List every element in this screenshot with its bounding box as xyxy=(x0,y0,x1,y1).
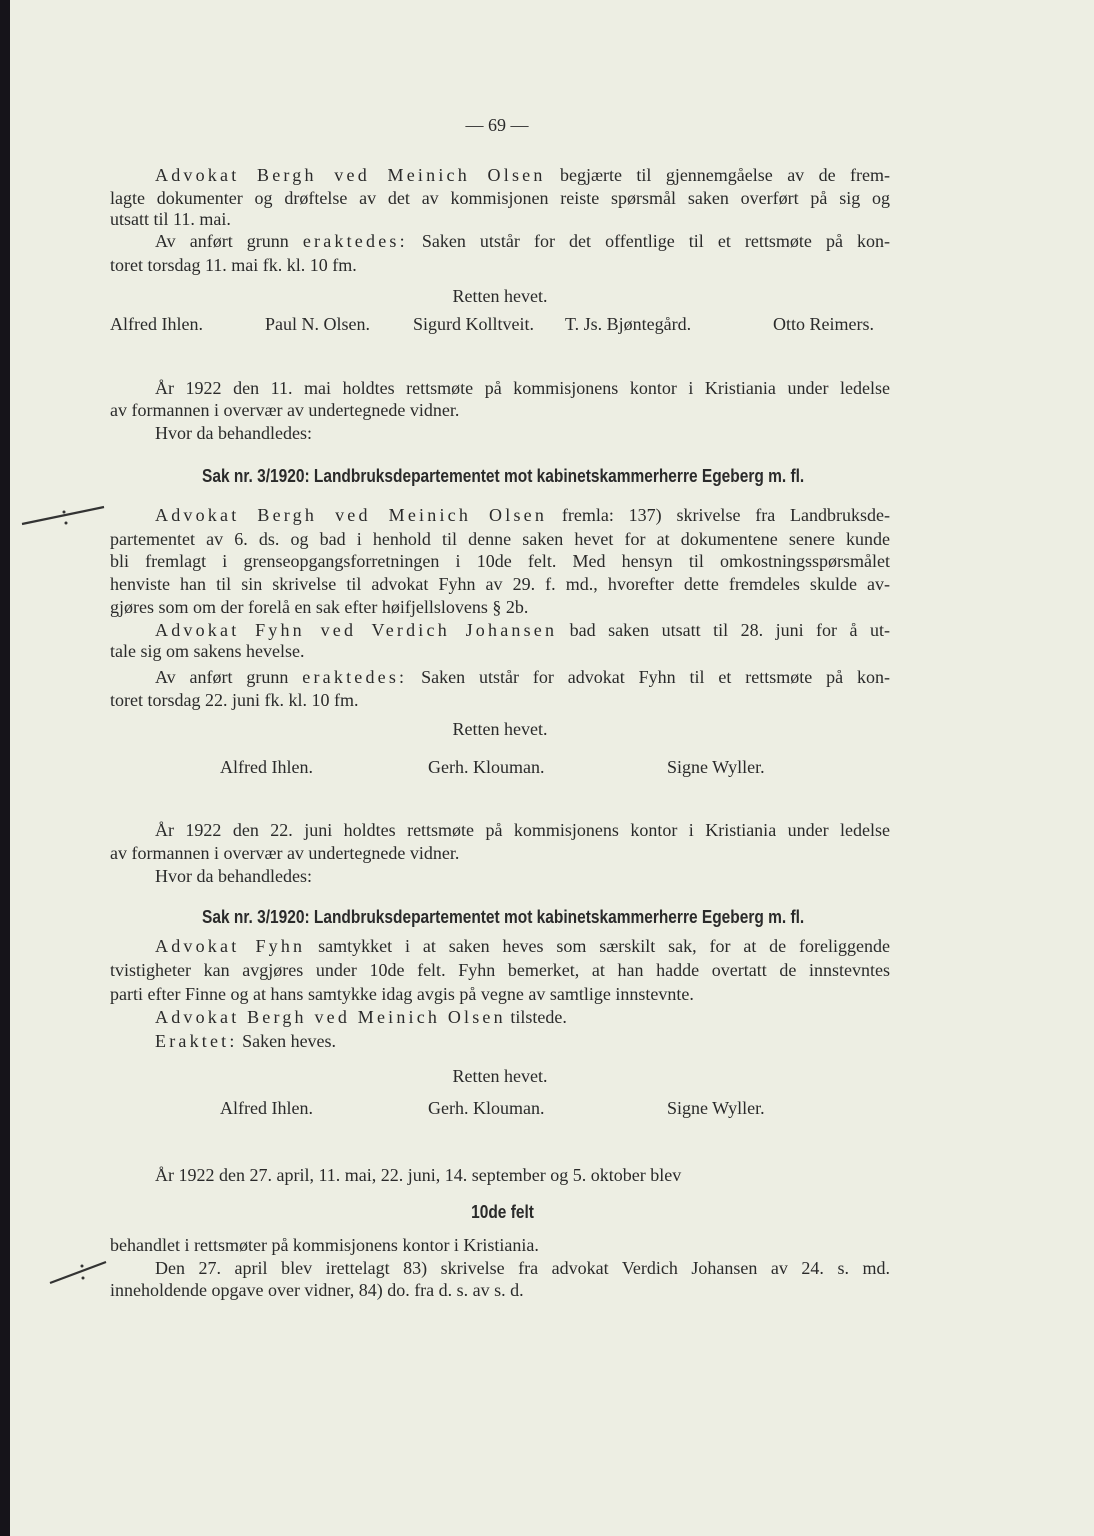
text-line xyxy=(110,527,890,551)
text-segment: bli fremlagt i grenseopgangsforretningen i 10de felt. Med hensyn til omkostningsspørsmålet xyxy=(110,551,890,571)
text-segment: inneholdende opgave over vidner, 84) do. fra d. s. av s. d. xyxy=(110,1280,524,1300)
signature: Sigurd Kolltveit. xyxy=(413,314,534,334)
text-segment: Hvor da behandledes: xyxy=(155,423,312,443)
text-segment: Hvor da behandledes: xyxy=(155,866,312,886)
text-line xyxy=(155,229,890,253)
closing-line: Retten hevet. xyxy=(452,286,548,306)
signature: T. Js. Bjøntegård. xyxy=(565,314,692,334)
signature: Gerh. Klouman. xyxy=(428,1098,545,1118)
text-line xyxy=(110,1278,524,1302)
signature-row xyxy=(0,1096,1094,1120)
spaced-name: Advokat Bergh ved Meinich Olsen xyxy=(155,165,546,185)
signature-row xyxy=(0,312,1094,336)
text-segment: parti efter Finne og at hans samtykke idag avgis på vegne av samtlige innstevnte. xyxy=(110,984,694,1004)
signature: Gerh. Klouman. xyxy=(428,757,545,777)
text-segment: bad saken utsatt til 28. juni for å ut- xyxy=(557,620,891,640)
text-line xyxy=(110,398,459,422)
text-line xyxy=(110,595,528,619)
text-segment: utsatt til 11. mai. xyxy=(110,209,231,229)
text-line xyxy=(155,1256,890,1280)
text-segment: Av anført grunn xyxy=(155,667,303,687)
text-segment: samtykket i at saken heves som særskilt sak, for at de foreliggende xyxy=(305,936,890,956)
text-segment: lagte dokumenter og drøftelse av det av kommisjonen reiste spørsmål saken overført på sig og xyxy=(110,188,890,208)
text-segment: av formannen i overvær av undertegnede vidner. xyxy=(110,400,460,420)
case-heading xyxy=(0,464,1006,488)
text-line xyxy=(110,253,357,277)
text-line xyxy=(155,934,890,958)
signature: Alfred Ihlen. xyxy=(220,1098,313,1118)
text-segment: tvistigheter kan avgjøres under 10de felt. Fyhn bemerket, at han hadde overtatt de innstevntes xyxy=(110,960,890,980)
text-line xyxy=(155,864,312,888)
signature: Signe Wyller. xyxy=(667,1098,765,1118)
heading-text: Sak nr. 3/1920: Landbruksdepartementet mot kabinetskammerherre Egeberg m. fl. xyxy=(201,466,805,486)
text-line xyxy=(110,572,890,596)
text-line xyxy=(110,639,304,663)
spaced-name: Advokat Fyhn ved Verdich Johansen xyxy=(155,620,558,640)
spaced-name: Advokat Fyhn xyxy=(155,936,306,956)
signature: Otto Reimers. xyxy=(773,314,874,334)
spaced-name: Advokat Bergh ved Meinich Olsen xyxy=(155,1007,506,1027)
text-segment: Av anført grunn xyxy=(155,231,303,251)
text-segment: Saken heves. xyxy=(237,1031,337,1051)
case-heading xyxy=(0,905,1006,929)
text-line xyxy=(155,665,890,689)
text-line xyxy=(110,1233,539,1257)
spaced-name: eraktedes: xyxy=(302,231,408,251)
text-line xyxy=(155,1163,681,1187)
closing-line: Retten hevet. xyxy=(452,719,548,739)
signature: Paul N. Olsen. xyxy=(265,314,370,334)
text-line xyxy=(155,1005,567,1029)
text-segment: henviste han til sin skrivelse til advokat Fyhn av 29. f. md., hvorefter dette fremdeles skulde av- xyxy=(110,574,890,594)
signature-row xyxy=(0,755,1094,779)
case-heading xyxy=(0,1200,1006,1224)
spaced-name: Advokat Bergh ved Meinich Olsen xyxy=(155,505,548,525)
text-line xyxy=(155,503,890,527)
text-segment: begjærte til gjennemgåelse av de frem- xyxy=(545,165,891,185)
margin-mark-icon xyxy=(0,0,130,1536)
text-segment: gjøres som om der forelå en sak efter høifjellslovens § 2b. xyxy=(110,597,529,617)
text-segment: tilstede. xyxy=(505,1007,567,1027)
text-segment: toret torsdag 22. juni fk. kl. 10 fm. xyxy=(110,690,359,710)
heading-text: 10de felt xyxy=(471,1202,535,1222)
text-segment: fremla: 137) skrivelse fra Landbruksde- xyxy=(547,505,890,525)
signature: Signe Wyller. xyxy=(667,757,765,777)
text-segment: År 1922 den 27. april, 11. mai, 22. juni, 14. september og 5. oktober blev xyxy=(155,1165,682,1185)
spaced-name: Eraktet: xyxy=(155,1031,238,1051)
closing-line: Retten hevet. xyxy=(452,1066,548,1086)
signature: Alfred Ihlen. xyxy=(110,314,203,334)
text-segment: År 1922 den 22. juni holdtes rettsmøte på kommisjonens kontor i Kristiania under ledelse xyxy=(155,820,890,840)
text-line xyxy=(110,688,358,712)
text-line xyxy=(110,982,694,1006)
spaced-name: eraktedes: xyxy=(302,667,408,687)
text-line xyxy=(110,549,890,573)
text-line xyxy=(155,818,890,842)
text-line xyxy=(110,958,890,982)
text-line xyxy=(155,421,312,445)
text-segment: partementet av 6. ds. og bad i henhold til denne saken hevet for at dokumentene senere kunde xyxy=(110,529,890,549)
text-segment: Saken utstår for advokat Fyhn til et rettsmøte på kon- xyxy=(407,667,891,687)
text-segment: tale sig om sakens hevelse. xyxy=(110,641,305,661)
signature: Alfred Ihlen. xyxy=(220,757,313,777)
text-segment: av formannen i overvær av undertegnede vidner. xyxy=(110,843,460,863)
text-line xyxy=(155,376,890,400)
text-segment: År 1922 den 11. mai holdtes rettsmøte på kommisjonens kontor i Kristiania under ledelse xyxy=(155,378,890,398)
text-line xyxy=(110,841,459,865)
text-segment: behandlet i rettsmøter på kommisjonens kontor i Kristiania. xyxy=(110,1235,539,1255)
text-segment: Den 27. april blev irettelagt 83) skrivelse fra advokat Verdich Johansen av 24. s. md. xyxy=(155,1258,890,1278)
text-segment: Saken utstår for det offentlige til et rettsmøte på kon- xyxy=(407,231,890,251)
text-line xyxy=(155,163,890,187)
text-line xyxy=(155,1029,336,1053)
text-segment: toret torsdag 11. mai fk. kl. 10 fm. xyxy=(110,255,357,275)
page-number: — 69 — xyxy=(465,115,529,135)
heading-text: Sak nr. 3/1920: Landbruksdepartementet mot kabinetskammerherre Egeberg m. fl. xyxy=(201,907,805,927)
